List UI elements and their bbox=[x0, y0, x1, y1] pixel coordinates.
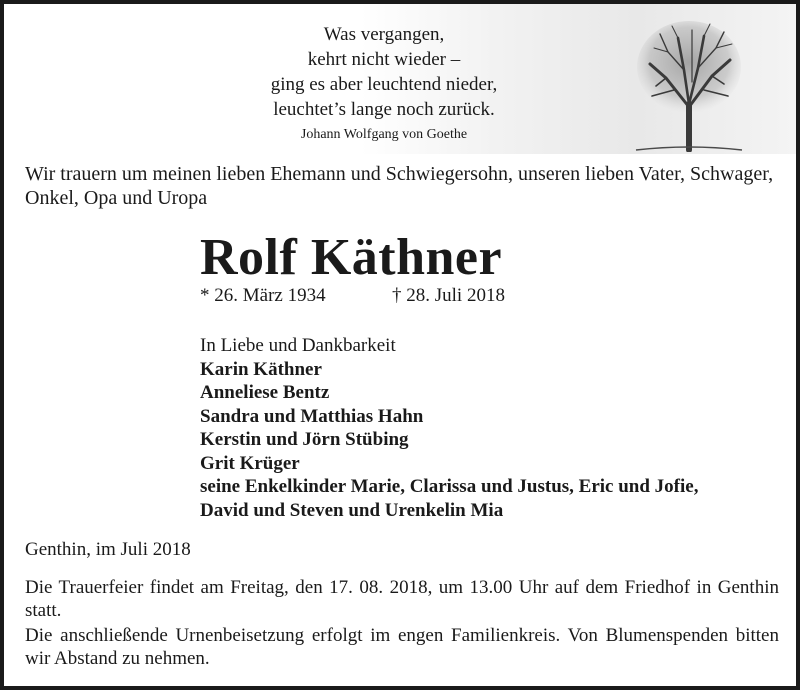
mourner-name: Anneliese Bentz bbox=[200, 382, 330, 403]
mourner-name: seine Enkelkinder Marie, Clarissa und Justus, Eric und Jofie, bbox=[200, 476, 699, 497]
birth-date: * 26. März 1934 bbox=[200, 285, 326, 306]
urn-notice: Die anschließende Urnenbeisetzung erfolgt im engen Familienkreis. Von Blumenspenden bitten wir Abstand zu nehmen. bbox=[25, 625, 779, 669]
deceased-name: Rolf Käthner bbox=[200, 229, 503, 286]
intro-text bbox=[25, 162, 773, 210]
poem-line: ging es aber leuchtend nieder, bbox=[270, 74, 498, 95]
poem-line: kehrt nicht wieder – bbox=[307, 49, 461, 70]
mourner-name: Grit Krüger bbox=[200, 452, 300, 474]
intro-line: Onkel, Opa und Uropa bbox=[25, 187, 208, 209]
mourner-name: Karin Käthner bbox=[200, 358, 322, 380]
mourners-heading: In Liebe und Dankbarkeit bbox=[200, 335, 396, 356]
mourner-name: Kerstin und Jörn Stübing bbox=[200, 429, 409, 450]
tree-icon bbox=[634, 12, 744, 152]
place-date: Genthin, im Juli 2018 bbox=[25, 539, 191, 560]
poem bbox=[234, 22, 534, 146]
mourner-name: David und Steven und Urenkelin Mia bbox=[200, 499, 504, 521]
mourner-name: Sandra und Matthias Hahn bbox=[200, 405, 424, 427]
poem-line: leuchtet’s lange noch zurück. bbox=[273, 99, 495, 120]
poem-author: Johann Wolfgang von Goethe bbox=[300, 127, 468, 142]
poem-line: Was vergangen, bbox=[323, 24, 445, 45]
mourners-list bbox=[200, 334, 698, 522]
death-date: † 28. Juli 2018 bbox=[392, 285, 505, 306]
funeral-notice: Die Trauerfeier findet am Freitag, den 17. 08. 2018, um 13.00 Uhr auf dem Friedhof in Genthin statt. bbox=[25, 577, 779, 621]
intro-line: Wir trauern um meinen lieben Ehemann und Schwiegersohn, unseren lieben Vater, Schwager, bbox=[25, 163, 774, 185]
